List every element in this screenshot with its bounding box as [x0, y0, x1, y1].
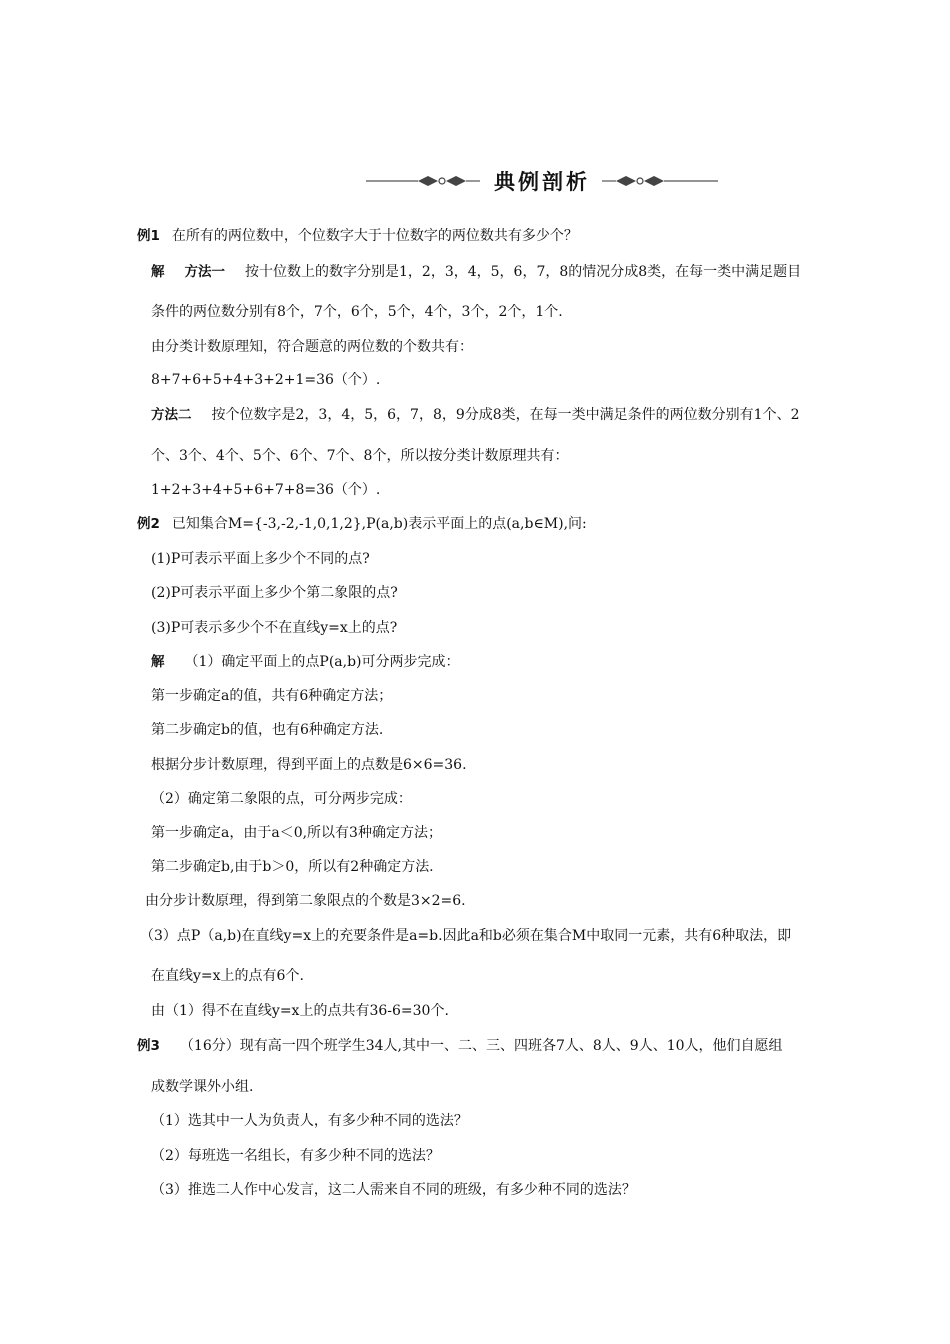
- example-2-question-line: [137, 514, 587, 534]
- example-1-question: 在所有的两位数中，个位数字大于十位数字的两位数共有多少个？: [171, 228, 578, 244]
- example-3-sub-question-2: （2）每班选一名组长，有多少种不同的选法？: [151, 1148, 440, 1164]
- example-2-label: 例2: [137, 516, 160, 532]
- example-2-solution-text-1: （1）确定平面上的点P(a,b)可分两步完成：: [184, 654, 460, 670]
- section-header: [362, 161, 722, 199]
- example-2-solution-label: 解: [151, 654, 165, 670]
- example-2-solution-text-7: 第二步确定b,由于b＞0，所以有2种确定方法.: [151, 859, 434, 875]
- example-2-solution-text-9: （3）点P（a,b)在直线y=x上的充要条件是a=b.因此a和b必须在集合M中取同一元素，共有6种取法，即: [140, 928, 792, 944]
- example-2-sub-question-3: (3)P可表示多少个不在直线y=x上的点?: [151, 620, 398, 636]
- example-2-sub-question-1: (1)P可表示平面上多少个不同的点?: [151, 551, 370, 567]
- example-3-text-2: 成数学课外小组.: [151, 1079, 254, 1095]
- example-2-solution-text-2: 第一步确定a的值，共有6种确定方法；: [151, 688, 393, 704]
- method-2-text-2: 个、3个、4个、5个、6个、7个、8个，所以按分类计数原理共有：: [151, 448, 569, 464]
- example-3-line-1: [137, 1036, 783, 1056]
- example-1-method-1-line-1: [151, 262, 801, 282]
- example-2-solution-text-10: 在直线y=x上的点有6个.: [151, 968, 304, 984]
- method-1-text-3: 由分类计数原理知，符合题意的两位数的个数共有：: [151, 339, 473, 355]
- example-2-solution-text-11: 由（1）得不在直线y=x上的点共有36-6=30个.: [151, 1003, 449, 1019]
- example-2-solution-text-3: 第二步确定b的值，也有6种确定方法.: [151, 722, 384, 738]
- example-2-solution-text-5: （2）确定第二象限的点，可分两步完成：: [151, 791, 412, 807]
- example-2-solution-text-8: 由分步计数原理，得到第二象限点的个数是3×2=6.: [145, 893, 466, 909]
- example-1-solution-label: 解: [151, 264, 165, 280]
- example-3-sub-question-3: （3）推选二人作中心发言，这二人需来自不同的班级，有多少种不同的选法？: [151, 1182, 636, 1198]
- example-3-text-1: （16分）现有高一四个班学生34人,其中一、二、三、四班各7人、8人、9人、10人，他们自愿组: [179, 1038, 783, 1054]
- example-1-method-2-line-1: [151, 405, 799, 425]
- method-1-text-2: 条件的两位数分别有8个，7个，6个，5个，4个，3个，2个，1个.: [151, 304, 563, 320]
- example-2-solution-text-4: 根据分步计数原理，得到平面上的点数是6×6=36.: [151, 757, 467, 773]
- example-1-question-line: [137, 226, 578, 246]
- example-2-question: 已知集合M={-3,-2,-1,0,1,2},P(a,b)表示平面上的点(a,b∈M),问:: [171, 516, 587, 532]
- method-1-label: 方法一: [184, 264, 225, 280]
- example-1-label: 例1: [137, 228, 160, 244]
- method-1-text-1: 按十位数上的数字分别是1，2，3，4，5，6，7，8的情况分成8类，在每一类中满足题目: [245, 264, 802, 280]
- example-2-sub-question-2: (2)P可表示平面上多少个第二象限的点?: [151, 585, 398, 601]
- example-3-label: 例3: [137, 1038, 160, 1054]
- method-2-text-1: 按个位数字是2，3，4，5，6，7，8，9分成8类，在每一类中满足条件的两位数分别有1个、2: [211, 407, 800, 423]
- method-2-text-3: 1+2+3+4+5+6+7+8=36（个）.: [151, 482, 381, 498]
- example-2-solution-text-6: 第一步确定a，由于a＜0,所以有3种确定方法；: [151, 825, 442, 841]
- method-2-label: 方法二: [151, 407, 192, 423]
- method-1-text-4: 8+7+6+5+4+3+2+1=36（个）.: [151, 372, 381, 388]
- section-title: 典例剖析: [494, 170, 590, 194]
- example-2-solution-line-1: [151, 652, 460, 672]
- example-3-sub-question-1: （1）选其中一人为负责人，有多少种不同的选法？: [151, 1113, 468, 1129]
